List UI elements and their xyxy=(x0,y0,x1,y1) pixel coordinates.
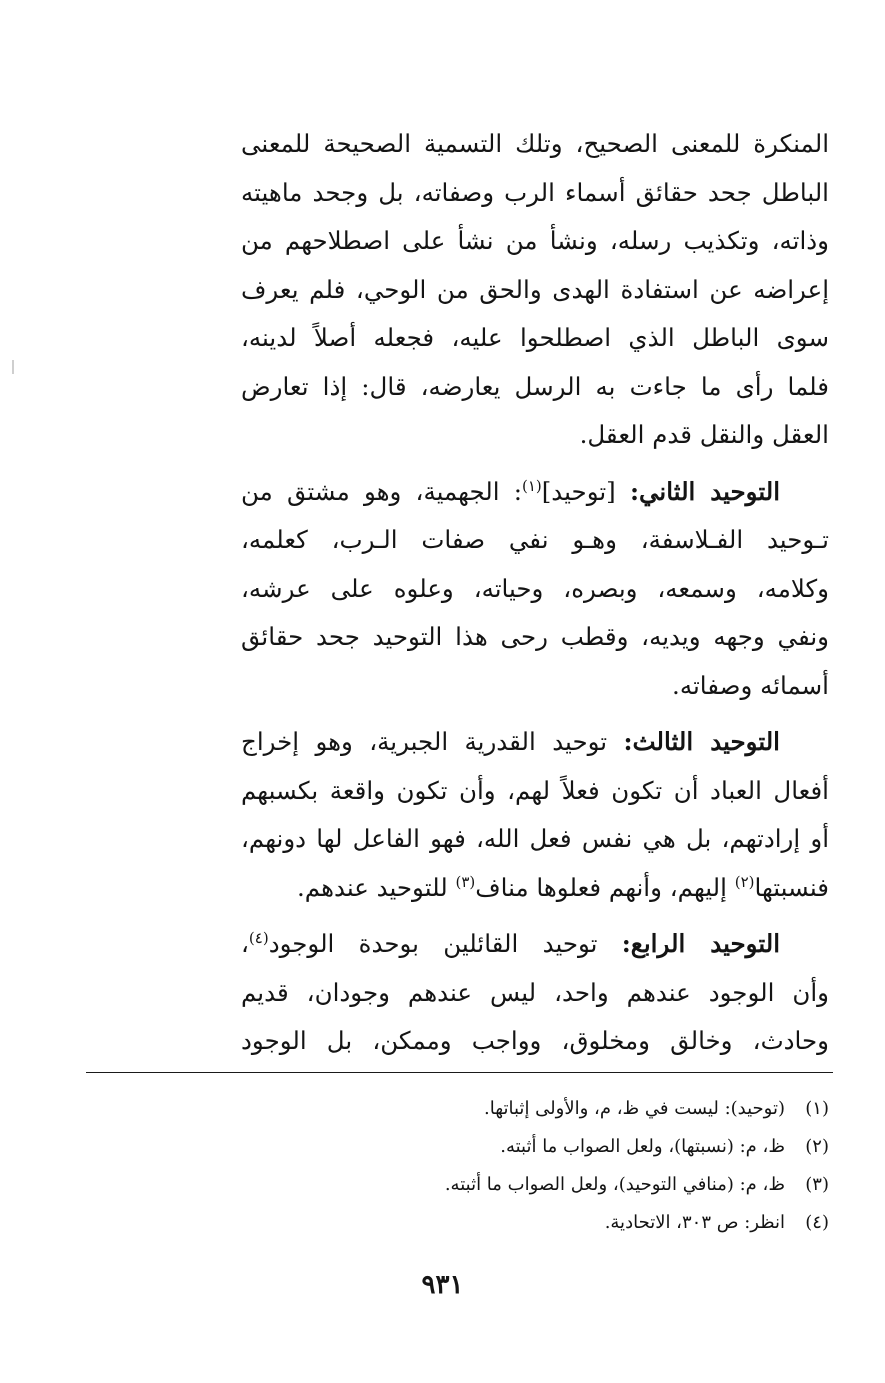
main-text xyxy=(241,120,829,1066)
footnote-text: (توحيد): ليست في ظ، م، والأولى إثباتها. xyxy=(484,1098,785,1119)
text-run: فنسبتها xyxy=(754,872,829,902)
footnote-ref[interactable]: (٤) xyxy=(248,928,269,947)
footnote-text: ظ، م: (نسبتها)، ولعل الصواب ما أثبته. xyxy=(500,1136,785,1157)
footnote-ref[interactable]: (٣) xyxy=(455,872,476,891)
text-line xyxy=(241,920,829,969)
text-line: العقل والنقل قدم العقل. xyxy=(579,420,829,449)
footnote-4 xyxy=(269,1204,829,1242)
footnotes xyxy=(269,1090,829,1242)
text-run: [توحيد] xyxy=(541,476,630,506)
text-line xyxy=(241,864,829,913)
footnote-number: (٤) xyxy=(805,1212,829,1233)
text-line: وذاته، وتكذيب رسله، ونشأ من نشأ على اصطلاحهم من xyxy=(241,226,829,255)
text-line xyxy=(241,718,829,767)
section-heading: التوحيد الرابع: xyxy=(621,929,781,958)
footnote-number: (٢) xyxy=(805,1136,829,1157)
text-line: ونفي وجهه ويديه، وقطب رحى هذا التوحيد جحد حقائق xyxy=(241,622,829,651)
text-line: الباطل جحد حقائق أسماء الرب وصفاته، بل وجحد ماهيته xyxy=(241,177,829,207)
text-run: ، xyxy=(241,929,249,958)
footnote-3 xyxy=(269,1166,829,1204)
text-line: أسمائه وصفاته. xyxy=(672,670,829,700)
paragraph-2 xyxy=(241,468,829,711)
paragraph-4 xyxy=(241,920,829,1066)
footnote-2 xyxy=(269,1128,829,1166)
text-run: إليهم، وأنهم فعلوها مناف xyxy=(475,872,735,902)
text-line: وأن الوجود عندهم واحد، ليس عندهم وجودان، قديم xyxy=(241,977,829,1007)
margin-mark xyxy=(12,360,14,374)
text-run: توحيد القائلين بوحدة الوجود xyxy=(268,929,622,958)
text-line: وحادث، وخالق ومخلوق، وواجب وممكن، بل الوجود xyxy=(241,1026,829,1055)
footnote-divider xyxy=(86,1072,833,1073)
text-run: : الجهمية، وهو مشتق من xyxy=(241,476,522,506)
text-line: تـوحيد الفـلاسفة، وهـو نفي صفات الـرب، كعلمه، xyxy=(241,525,829,554)
paragraph-1 xyxy=(241,120,829,460)
text-line: فلما رأى ما جاءت به الرسل يعارضه، قال: إذا تعارض xyxy=(241,371,829,401)
text-line: أو إرادتهم، بل هي نفس فعل الله، فهو الفاعل لها دونهم، xyxy=(241,824,829,853)
footnote-ref[interactable]: (٢) xyxy=(734,872,755,891)
text-line: سوى الباطل الذي اصطلحوا عليه، فجعله أصلاً لدينه، xyxy=(241,323,829,352)
footnote-1 xyxy=(269,1090,829,1128)
text-line: أفعال العباد أن تكون فعلاً لهم، وأن تكون واقعة بكسبهم xyxy=(241,775,829,805)
text-run: للتوحيد عندهم. xyxy=(296,872,456,902)
footnote-number: (١) xyxy=(805,1098,829,1119)
section-heading: التوحيد الثالث: xyxy=(623,727,780,756)
page-number: ٩٣١ xyxy=(421,1270,464,1300)
footnote-ref[interactable]: (١) xyxy=(521,476,542,495)
footnote-text: انظر: ص ٣٠٣، الاتحادية. xyxy=(604,1212,785,1233)
footnote-text: ظ، م: (منافي التوحيد)، ولعل الصواب ما أثبته. xyxy=(444,1174,785,1195)
text-line xyxy=(241,468,829,517)
paragraph-3 xyxy=(241,718,829,912)
text-line: إعراضه عن استفادة الهدى والحق من الوحي، فلم يعرف xyxy=(241,274,829,304)
footnote-number: (٣) xyxy=(805,1174,829,1195)
text-run: توحيد القدرية الجبرية، وهو إخراج xyxy=(241,727,624,756)
section-heading: التوحيد الثاني: xyxy=(629,476,780,506)
text-line: المنكرة للمعنى الصحيح، وتلك التسمية الصحيحة للمعنى xyxy=(241,129,829,158)
text-line: وكلامه، وسمعه، وبصره، وحياته، وعلوه على عرشه، xyxy=(241,573,829,603)
